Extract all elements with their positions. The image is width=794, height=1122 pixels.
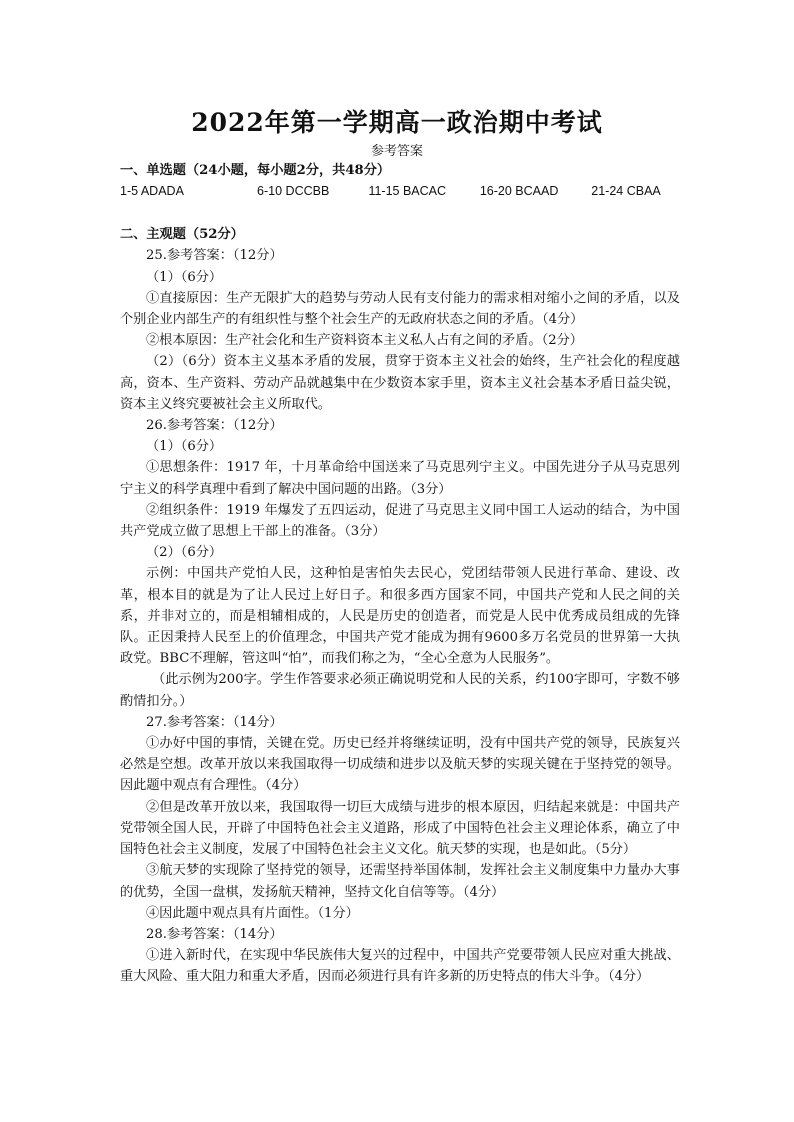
section-spacer — [120, 202, 680, 224]
answer-paragraph: ②但是改革开放以来，我国取得一切巨大成绩与进步的根本原因，归结起来就是：中国共产党带领全国人民，开辟了中国特色社会主义道路，形成了中国特色社会主义理论体系，确立了中国特色社会主义制度，发展了中国特色社会主义文化。航天梦的实现，也是如此。（5分） — [120, 799, 680, 858]
sub-question-header: （1）（6分） — [146, 439, 223, 455]
answer-paragraph: ②组织条件：1919 年爆发了五四运动，促进了马克思主义同中国工人运动的结合，为中国共产党成立做了思想上干部上的准备。（3分） — [120, 502, 680, 540]
mcq-answer-group: 21-24 CBAA — [591, 184, 661, 199]
question-28-header: 28.参考答案：（14分） — [146, 926, 283, 942]
mcq-answer-group: 1-5 ADADA — [120, 184, 184, 199]
page-title: 2022年第一学期高一政治期中考试 — [191, 108, 603, 137]
sub-question-header: （1）（6分） — [146, 269, 223, 285]
mcq-answer-row — [120, 181, 680, 202]
mcq-answer-group: 16-20 BCAAD — [479, 184, 559, 199]
question-25-header: 25.参考答案：（12分） — [146, 248, 283, 264]
mcq-answer-group: 11-15 BACAC — [368, 184, 447, 199]
answer-paragraph: （2）（6分）资本主义基本矛盾的发展，贯穿于资本主义社会的始终，生产社会化的程度越高，资本、生产资料、劳动产品就越集中在少数资本家手里，资本主义社会基本矛盾日益尖锐，资本主义终究要被社会主义所取代。 — [120, 354, 680, 412]
answer-paragraph: 示例：中国共产党怕人民，这种怕是害怕失去民心，党团结带领人民进行革命、建设、改革，根本目的就是为了让人民过上好日子。和很多西方国家不同，中国共产党和人民之间的关系，并非对立的，而是相辅相成的，人民是历史的创造者，而党是人民中优秀成员组成的先锋队。正因秉持人民至上的价值理念，中国共产党才能成为拥有9600多万名党员的世界第一大执政党。BBC不理解，管这叫“怕”，而我们称之为，“全心全意为人民服务”。 — [120, 566, 680, 667]
answer-content — [120, 160, 680, 988]
answer-paragraph: ①思想条件：1917 年，十月革命给中国送来了马克思列宁主义。中国先进分子从马克思列宁主义的科学真理中看到了解决中国问题的出路。（3分） — [120, 460, 680, 497]
answer-paragraph: ①进入新时代，在实现中华民族伟大复兴的过程中，中国共产党要带领人民应对重大挑战、重大风险、重大阻力和重大矛盾，因而必须进行具有许多新的历史特点的伟大斗争。（4分） — [120, 948, 680, 985]
page-subtitle: 参考答案 — [370, 144, 423, 159]
question-26-header: 26.参考答案：（12分） — [146, 418, 283, 434]
question-27-header: 27.参考答案：（14分） — [146, 714, 283, 730]
answer-paragraph: ①直接原因：生产无限扩大的趋势与劳动人民有支付能力的需求相对缩小之间的矛盾，以及个别企业内部生产的有组织性与整个社会生产的无政府状态之间的矛盾。（4分） — [120, 290, 680, 328]
answer-paragraph: ④因此题中观点具有片面性。（1分） — [146, 905, 359, 921]
sub-question-header: （2）（6分） — [146, 545, 223, 561]
mcq-answer-group: 6-10 DCCBB — [257, 184, 330, 199]
section-heading-subjective: 二、主观题（52分） — [120, 227, 244, 243]
answer-paragraph: ③航天梦的实现除了坚持党的领导，还需坚持举国体制，发挥社会主义制度集中力量办大事的优势，全国一盘棋，发扬航天精神，坚持文化自信等等。（4分） — [120, 863, 680, 900]
answer-note: （此示例为200字。学生作答要求必须正确说明党和人民的关系，约100字即可，字数不够酌情扣分。） — [120, 672, 680, 709]
answer-paragraph: ①办好中国的事情，关键在党。历史已经并将继续证明，没有中国共产党的领导，民族复兴必然是空想。改革开放以来我国取得一切成绩和进步以及航天梦的实现关键在于坚持党的领导。因此题中观点有合理性。（4分） — [120, 736, 680, 794]
answer-paragraph: ②根本原因：生产社会化和生产资料资本主义私人占有之间的矛盾。（2分） — [146, 333, 583, 349]
section-heading-mcq: 一、单选题（24小题，每小题2分，共48分） — [120, 163, 391, 178]
